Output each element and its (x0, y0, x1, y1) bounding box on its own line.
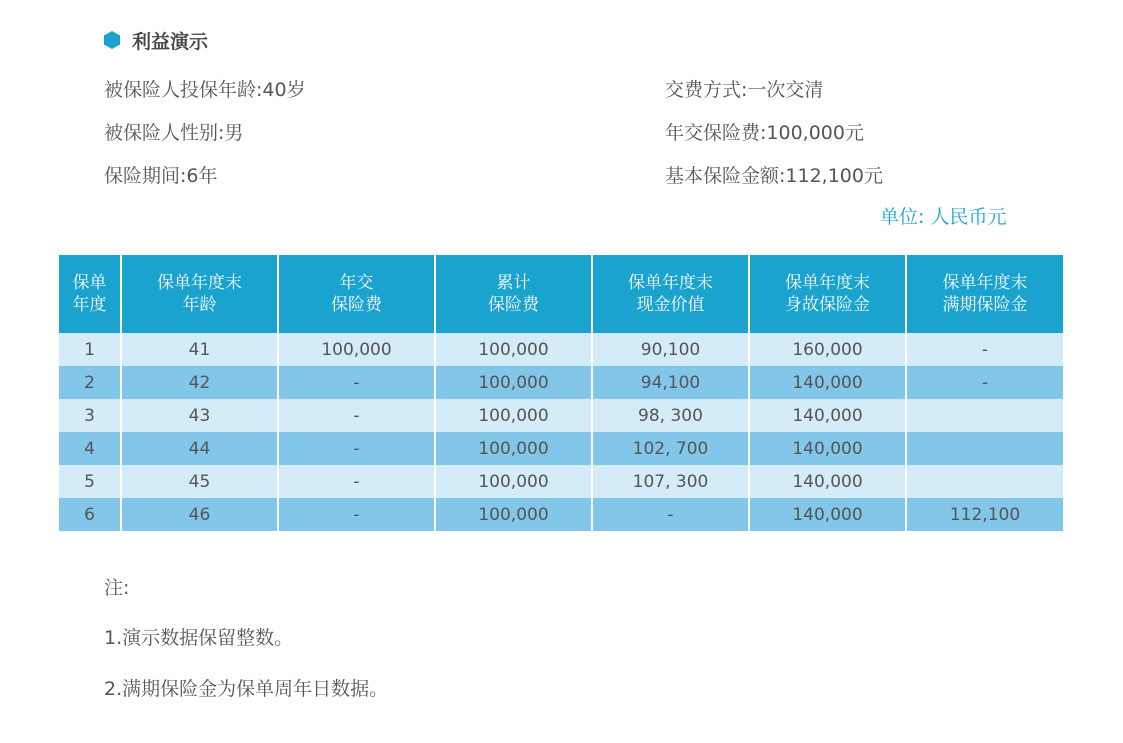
cell-cumulative-premium: 100,000 (435, 432, 592, 465)
cell-death-benefit: 140,000 (749, 498, 906, 531)
cell-cash-value: 90,100 (592, 333, 749, 366)
cell-death-benefit: 140,000 (749, 432, 906, 465)
basic-sum-insured: 基本保险金额:112,100元 (665, 165, 883, 187)
cell-maturity-benefit (906, 432, 1063, 465)
cell-death-benefit: 140,000 (749, 366, 906, 399)
insurance-period: 保险期间:6年 (104, 165, 218, 187)
cell-policy-year: 1 (59, 333, 121, 366)
header-cash-value: 保单年度末 现金价值 (592, 255, 749, 333)
section-header (104, 26, 208, 54)
cell-death-benefit: 140,000 (749, 465, 906, 498)
cell-policy-year: 5 (59, 465, 121, 498)
unit-label: 单位: 人民币元 (880, 206, 1007, 228)
cell-annual-premium: - (278, 465, 435, 498)
cell-age: 41 (121, 333, 278, 366)
table-row (59, 333, 1063, 366)
table-header-row (59, 255, 1063, 333)
cell-age: 43 (121, 399, 278, 432)
cell-cash-value: 107, 300 (592, 465, 749, 498)
header-cumulative-premium: 累计 保险费 (435, 255, 592, 333)
cell-maturity-benefit: - (906, 333, 1063, 366)
header-annual-premium: 年交 保险费 (278, 255, 435, 333)
table-row (59, 498, 1063, 531)
notes-heading: 注: (104, 577, 130, 599)
cell-age: 46 (121, 498, 278, 531)
table-row (59, 399, 1063, 432)
annual-premium: 年交保险费:100,000元 (665, 122, 864, 144)
cell-policy-year: 6 (59, 498, 121, 531)
payment-method: 交费方式:一次交清 (665, 79, 824, 101)
cell-age: 42 (121, 366, 278, 399)
cell-age: 44 (121, 432, 278, 465)
cell-policy-year: 2 (59, 366, 121, 399)
insured-age: 被保险人投保年龄:40岁 (104, 79, 306, 101)
cell-cash-value: - (592, 498, 749, 531)
note-item: 1.演示数据保留整数。 (104, 627, 294, 649)
cell-cash-value: 98, 300 (592, 399, 749, 432)
section-title: 利益演示 (132, 30, 209, 53)
cell-maturity-benefit: - (906, 366, 1063, 399)
cell-maturity-benefit (906, 465, 1063, 498)
table-row (59, 366, 1063, 399)
cell-cumulative-premium: 100,000 (435, 399, 592, 432)
insured-gender: 被保险人性别:男 (104, 122, 244, 144)
table-row (59, 432, 1063, 465)
cell-death-benefit: 140,000 (749, 399, 906, 432)
cell-cumulative-premium: 100,000 (435, 465, 592, 498)
cell-maturity-benefit: 112,100 (906, 498, 1063, 531)
header-death-benefit: 保单年度末 身故保险金 (749, 255, 906, 333)
cell-annual-premium: - (278, 366, 435, 399)
cell-cumulative-premium: 100,000 (435, 498, 592, 531)
cell-death-benefit: 160,000 (749, 333, 906, 366)
header-policy-year: 保单 年度 (59, 255, 121, 333)
cell-cash-value: 94,100 (592, 366, 749, 399)
header-maturity-benefit: 保单年度末 满期保险金 (906, 255, 1063, 333)
note-item: 2.满期保险金为保单周年日数据。 (104, 678, 389, 700)
cell-annual-premium: - (278, 399, 435, 432)
cell-annual-premium: 100,000 (278, 333, 435, 366)
hexagon-icon (104, 31, 120, 49)
cell-cash-value: 102, 700 (592, 432, 749, 465)
cell-cumulative-premium: 100,000 (435, 366, 592, 399)
table-row (59, 465, 1063, 498)
cell-cumulative-premium: 100,000 (435, 333, 592, 366)
benefit-table (59, 255, 1063, 531)
cell-policy-year: 3 (59, 399, 121, 432)
cell-annual-premium: - (278, 432, 435, 465)
cell-maturity-benefit (906, 399, 1063, 432)
cell-age: 45 (121, 465, 278, 498)
header-age-at-year-end: 保单年度末 年龄 (121, 255, 278, 333)
cell-annual-premium: - (278, 498, 435, 531)
cell-policy-year: 4 (59, 432, 121, 465)
